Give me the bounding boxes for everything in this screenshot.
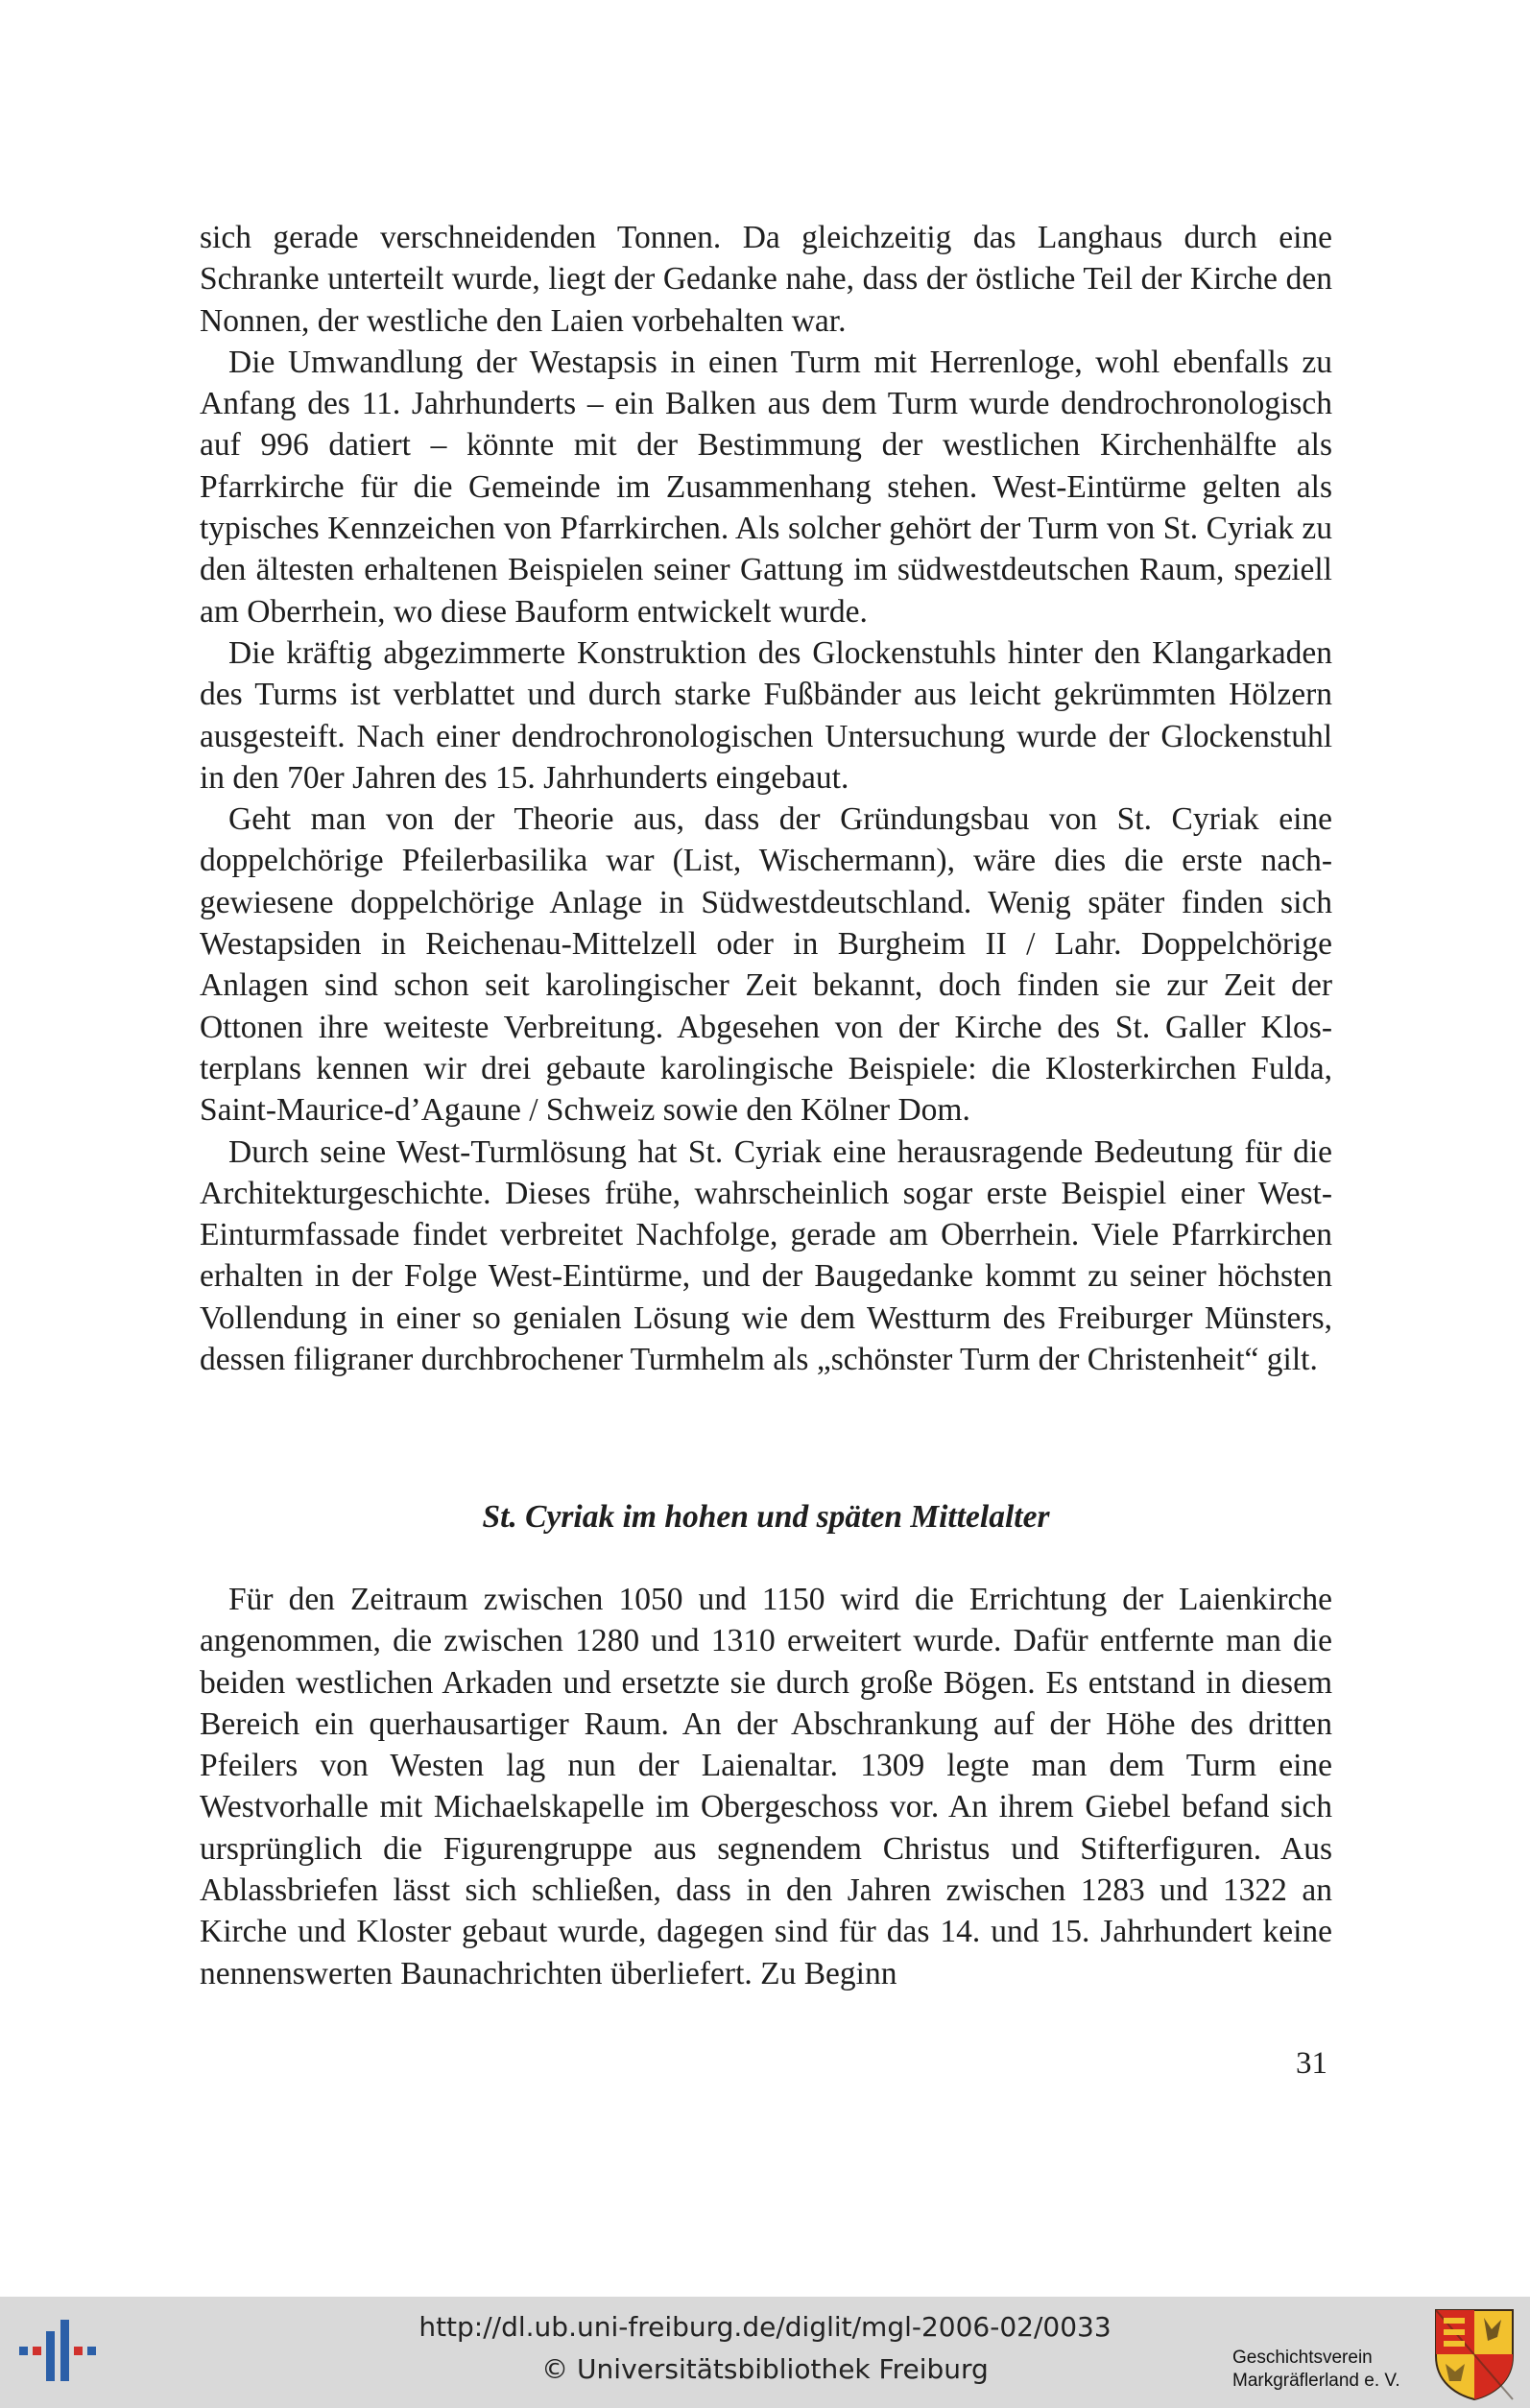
source-url-link[interactable]: http://dl.ub.uni-freiburg.de/diglit/mgl-2006-02/0033 xyxy=(418,2311,1112,2343)
society-line-1: Geschichtsverein xyxy=(1232,2348,1373,2368)
coat-of-arms-icon xyxy=(1434,2308,1515,2400)
society-line-2: Markgräflerland e. V. xyxy=(1232,2371,1400,2391)
footer-bar xyxy=(0,2297,1530,2408)
body-text-upper xyxy=(200,217,1332,1380)
paragraph: sich gerade verschneidenden Tonnen. Da gleichzeitig das Langhaus durch eine Schranke unterteilt wurde, liegt der Gedanke nahe, dass der östliche Teil der Kirche den Nonnen, der westliche den Laien vorbehalten war. xyxy=(200,220,1332,339)
page-number: 31 xyxy=(1296,2046,1327,2081)
paragraph: Geht man von der Theorie aus, dass der Gründungsbau von St. Cyriak eine doppelchörige Pfeilerbasilika war (List, Wischermann), wäre dies die erste nachgewiesene doppelchörige Anlage in Südwestdeutschland. Wenig später finden sich Westapsiden in Reichenau-Mittelzell oder in Burgheim II / Lahr. Doppelchörige Anlagen sind schon seit karolingischer Zeit bekannt, doch finden sie zur Zeit der Ottonen ihre weiteste Verbreitung. Abgesehen von der Kirche des St. Galler Klosterplans kennen wir drei gebaute karolingische Beispiele: die Klosterkirchen Fulda, Saint-Maurice-d’Agaune / Schweiz sowie den Kölner Dom. xyxy=(200,801,1332,1129)
paragraph: Die kräftig abgezimmerte Konstruktion des Glockenstuhls hinter den Klangarkaden des Turms ist verblattet und durch starke Fußbänder aus leicht gekrümmten Hölzern ausgesteift. Nach einer dendrochronologischen Untersuchung wurde der Glockenstuhl in den 70er Jahren des 15. Jahrhunderts eingebaut. xyxy=(200,634,1332,796)
paragraph: Durch seine West-Turmlösung hat St. Cyriak eine herausragende Bedeutung für die Architekturgeschichte. Dieses frühe, wahrscheinlich sogar erste Beispiel einer West-Einturmfassade findet verbreitet Nachfolge, gerade am Oberrhein. Viele Pfarrkirchen erhalten in der Folge West-Eintürme, und der Baugedanke kommt zu seiner höchsten Vollendung in einer so genialen Lösung wie dem Westturm des Freiburger Münsters, dessen filigraner durchbrochener Turmhelm als „schönster Turm der Christenheit“ gilt. xyxy=(200,1133,1332,1378)
paragraph: Die Umwandlung der Westapsis in einen Turm mit Herrenloge, wohl ebenfalls zu Anfang des 11. Jahrhunderts – ein Balken aus dem Turm wurde dendrochronologisch auf 996 datiert – könnte mit der Bestimmung der westlichen Kirchenhälfte als Pfarrkirche für die Gemeinde im Zusammenhang stehen. West-Eintürme gelten als typisches Kennzeichen von Pfarrkirchen. Als solcher gehört der Turm von St. Cyriak zu den ältesten erhaltenen Beispielen seiner Gattung im südwestdeutschen Raum, speziell am Oberrhein, wo diese Bauform entwickelt wurde. xyxy=(200,344,1332,630)
society-name xyxy=(1232,2347,1400,2393)
section-heading: St. Cyriak im hohen und späten Mittelalter xyxy=(482,1499,1050,1535)
paragraph: Für den Zeitraum zwischen 1050 und 1150 wird die Errichtung der Laienkirche angenommen, die zwischen 1280 und 1310 erweitert wurde. Dafür entfernte man die beiden westlichen Arkaden und ersetzte sie durch große Bögen. Es entstand in diesem Bereich ein querhausartiger Raum. An der Abschrankung auf der Höhe des dritten Pfeilers von Westen lag nun der Laienaltar. 1309 legte man dem Turm eine Westvorhalle mit Michaelskapelle im Obergeschoss vor. An ihrem Giebel befand sich ursprünglich die Figurengruppe aus segnendem Christus und Stifterfiguren. Aus Ablassbriefen lässt sich schließen, dass in den Jahren zwischen 1283 und 1322 an Kirche und Kloster gebaut wurde, dagegen sind für das 14. und 15. Jahrhundert keine nennenswerten Baunachrichten überliefert. Zu Beginn xyxy=(200,1582,1332,1991)
copyright-notice: © Universitätsbibliothek Freiburg xyxy=(541,2353,989,2385)
body-text-lower xyxy=(200,1579,1332,1994)
